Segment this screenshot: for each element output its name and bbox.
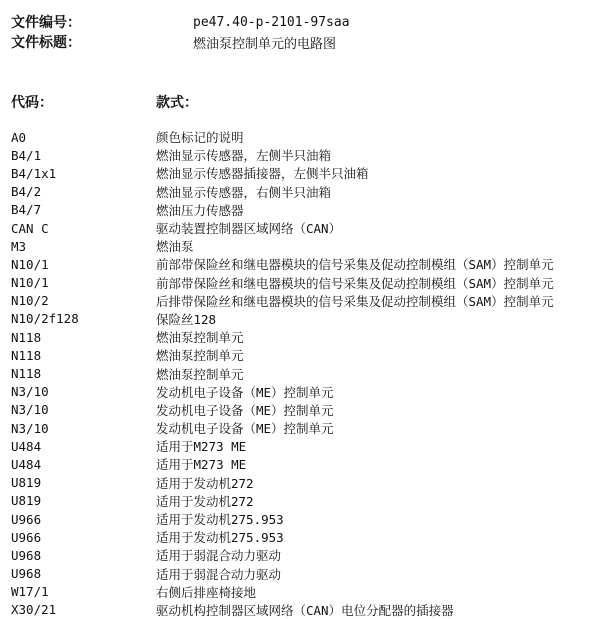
table-row [11, 474, 607, 492]
table-header [11, 92, 607, 112]
row-code: B4/1 [11, 147, 42, 163]
row-desc: 右侧后排座椅接地 [156, 584, 257, 600]
row-desc: 适用于弱混合动力驱动 [156, 548, 282, 564]
table-row [11, 510, 607, 528]
row-desc: 燃油压力传感器 [156, 202, 244, 218]
table-row [11, 492, 607, 510]
row-code: N118 [11, 366, 42, 382]
table-row [11, 183, 607, 201]
row-code: M3 [11, 238, 27, 254]
table-row [11, 565, 607, 583]
row-code: N118 [11, 329, 42, 345]
row-code: B4/1x1 [11, 165, 57, 181]
row-code: B4/7 [11, 202, 42, 218]
row-desc: 后排带保险丝和继电器模块的信号采集及促动控制模组（SAM）控制单元 [156, 293, 554, 309]
row-desc: 燃油显示传感器，右侧半只油箱 [156, 184, 332, 200]
table-row [11, 546, 607, 564]
table-row [11, 274, 607, 292]
table-row [11, 583, 607, 601]
row-desc: 发动机电子设备（ME）控制单元 [156, 421, 334, 437]
row-code: U968 [11, 566, 42, 582]
desc-column-header: 款式： [156, 95, 198, 111]
table-row [11, 437, 607, 455]
code-column-header: 代码： [11, 95, 53, 111]
table-row [11, 128, 607, 146]
table-row [11, 455, 607, 473]
doc-title-value: 燃油泵控制单元的电路图 [193, 36, 337, 52]
row-desc: 燃油泵控制单元 [156, 366, 244, 382]
row-desc: 燃油泵控制单元 [156, 330, 244, 346]
row-desc: 保险丝128 [156, 311, 217, 327]
table-row [11, 201, 607, 219]
row-desc: 适用于M273 ME [156, 457, 247, 473]
row-desc: 燃油显示传感器，左侧半只油箱 [156, 148, 332, 164]
row-desc: 适用于M273 ME [156, 439, 247, 455]
row-desc: 适用于发动机272 [156, 475, 254, 491]
table-row [11, 219, 607, 237]
table-row [11, 383, 607, 401]
row-desc: 发动机电子设备（ME）控制单元 [156, 402, 334, 418]
row-code: U968 [11, 547, 42, 563]
doc-title-row [11, 32, 607, 52]
table-row [11, 164, 607, 182]
row-code: N10/1 [11, 256, 49, 272]
table-row [11, 364, 607, 382]
row-desc: 发动机电子设备（ME）控制单元 [156, 384, 334, 400]
table-row [11, 401, 607, 419]
row-code: U819 [11, 475, 42, 491]
row-code: X30/21 [11, 602, 57, 618]
table-row [11, 528, 607, 546]
table-row [11, 601, 607, 619]
table-row [11, 419, 607, 437]
table-row [11, 346, 607, 364]
table-row [11, 146, 607, 164]
doc-title-label: 文件标题： [11, 35, 81, 51]
row-desc: 燃油泵 [156, 239, 194, 255]
row-desc: 适用于发动机275.953 [156, 530, 284, 546]
row-code: N10/1 [11, 275, 49, 291]
row-code: U966 [11, 529, 42, 545]
row-desc: 适用于发动机272 [156, 493, 254, 509]
row-desc: 适用于发动机275.953 [156, 512, 284, 528]
table-row [11, 328, 607, 346]
row-code: N3/10 [11, 420, 49, 436]
doc-number-value: pe47.40-p-2101-97saa [193, 14, 350, 30]
row-desc: 驱动机构控制器区域网络（CAN）电位分配器的插接器 [156, 602, 454, 618]
row-desc: 颜色标记的说明 [156, 130, 244, 146]
row-code: N10/2 [11, 293, 49, 309]
row-code: U484 [11, 456, 42, 472]
table-row [11, 292, 607, 310]
document [11, 12, 607, 619]
row-code: B4/2 [11, 184, 42, 200]
row-code: U966 [11, 511, 42, 527]
row-code: N118 [11, 347, 42, 363]
table-row [11, 237, 607, 255]
row-code: A0 [11, 129, 27, 145]
row-code: U484 [11, 438, 42, 454]
row-desc: 适用于弱混合动力驱动 [156, 566, 282, 582]
legend-table [11, 128, 607, 619]
table-row [11, 310, 607, 328]
row-desc: 燃油泵控制单元 [156, 348, 244, 364]
doc-number-label: 文件编号： [11, 15, 81, 31]
doc-number-row [11, 12, 607, 32]
row-code: U819 [11, 493, 42, 509]
row-code: W17/1 [11, 584, 49, 600]
row-desc: 燃油显示传感器插接器，左侧半只油箱 [156, 166, 369, 182]
row-desc: 前部带保险丝和继电器模块的信号采集及促动控制模组（SAM）控制单元 [156, 275, 554, 291]
row-desc: 前部带保险丝和继电器模块的信号采集及促动控制模组（SAM）控制单元 [156, 257, 554, 273]
row-desc: 驱动装置控制器区域网络（CAN） [156, 221, 342, 237]
row-code: CAN C [11, 220, 49, 236]
row-code: N10/2f128 [11, 311, 79, 327]
row-code: N3/10 [11, 384, 49, 400]
row-code: N3/10 [11, 402, 49, 418]
table-row [11, 255, 607, 273]
